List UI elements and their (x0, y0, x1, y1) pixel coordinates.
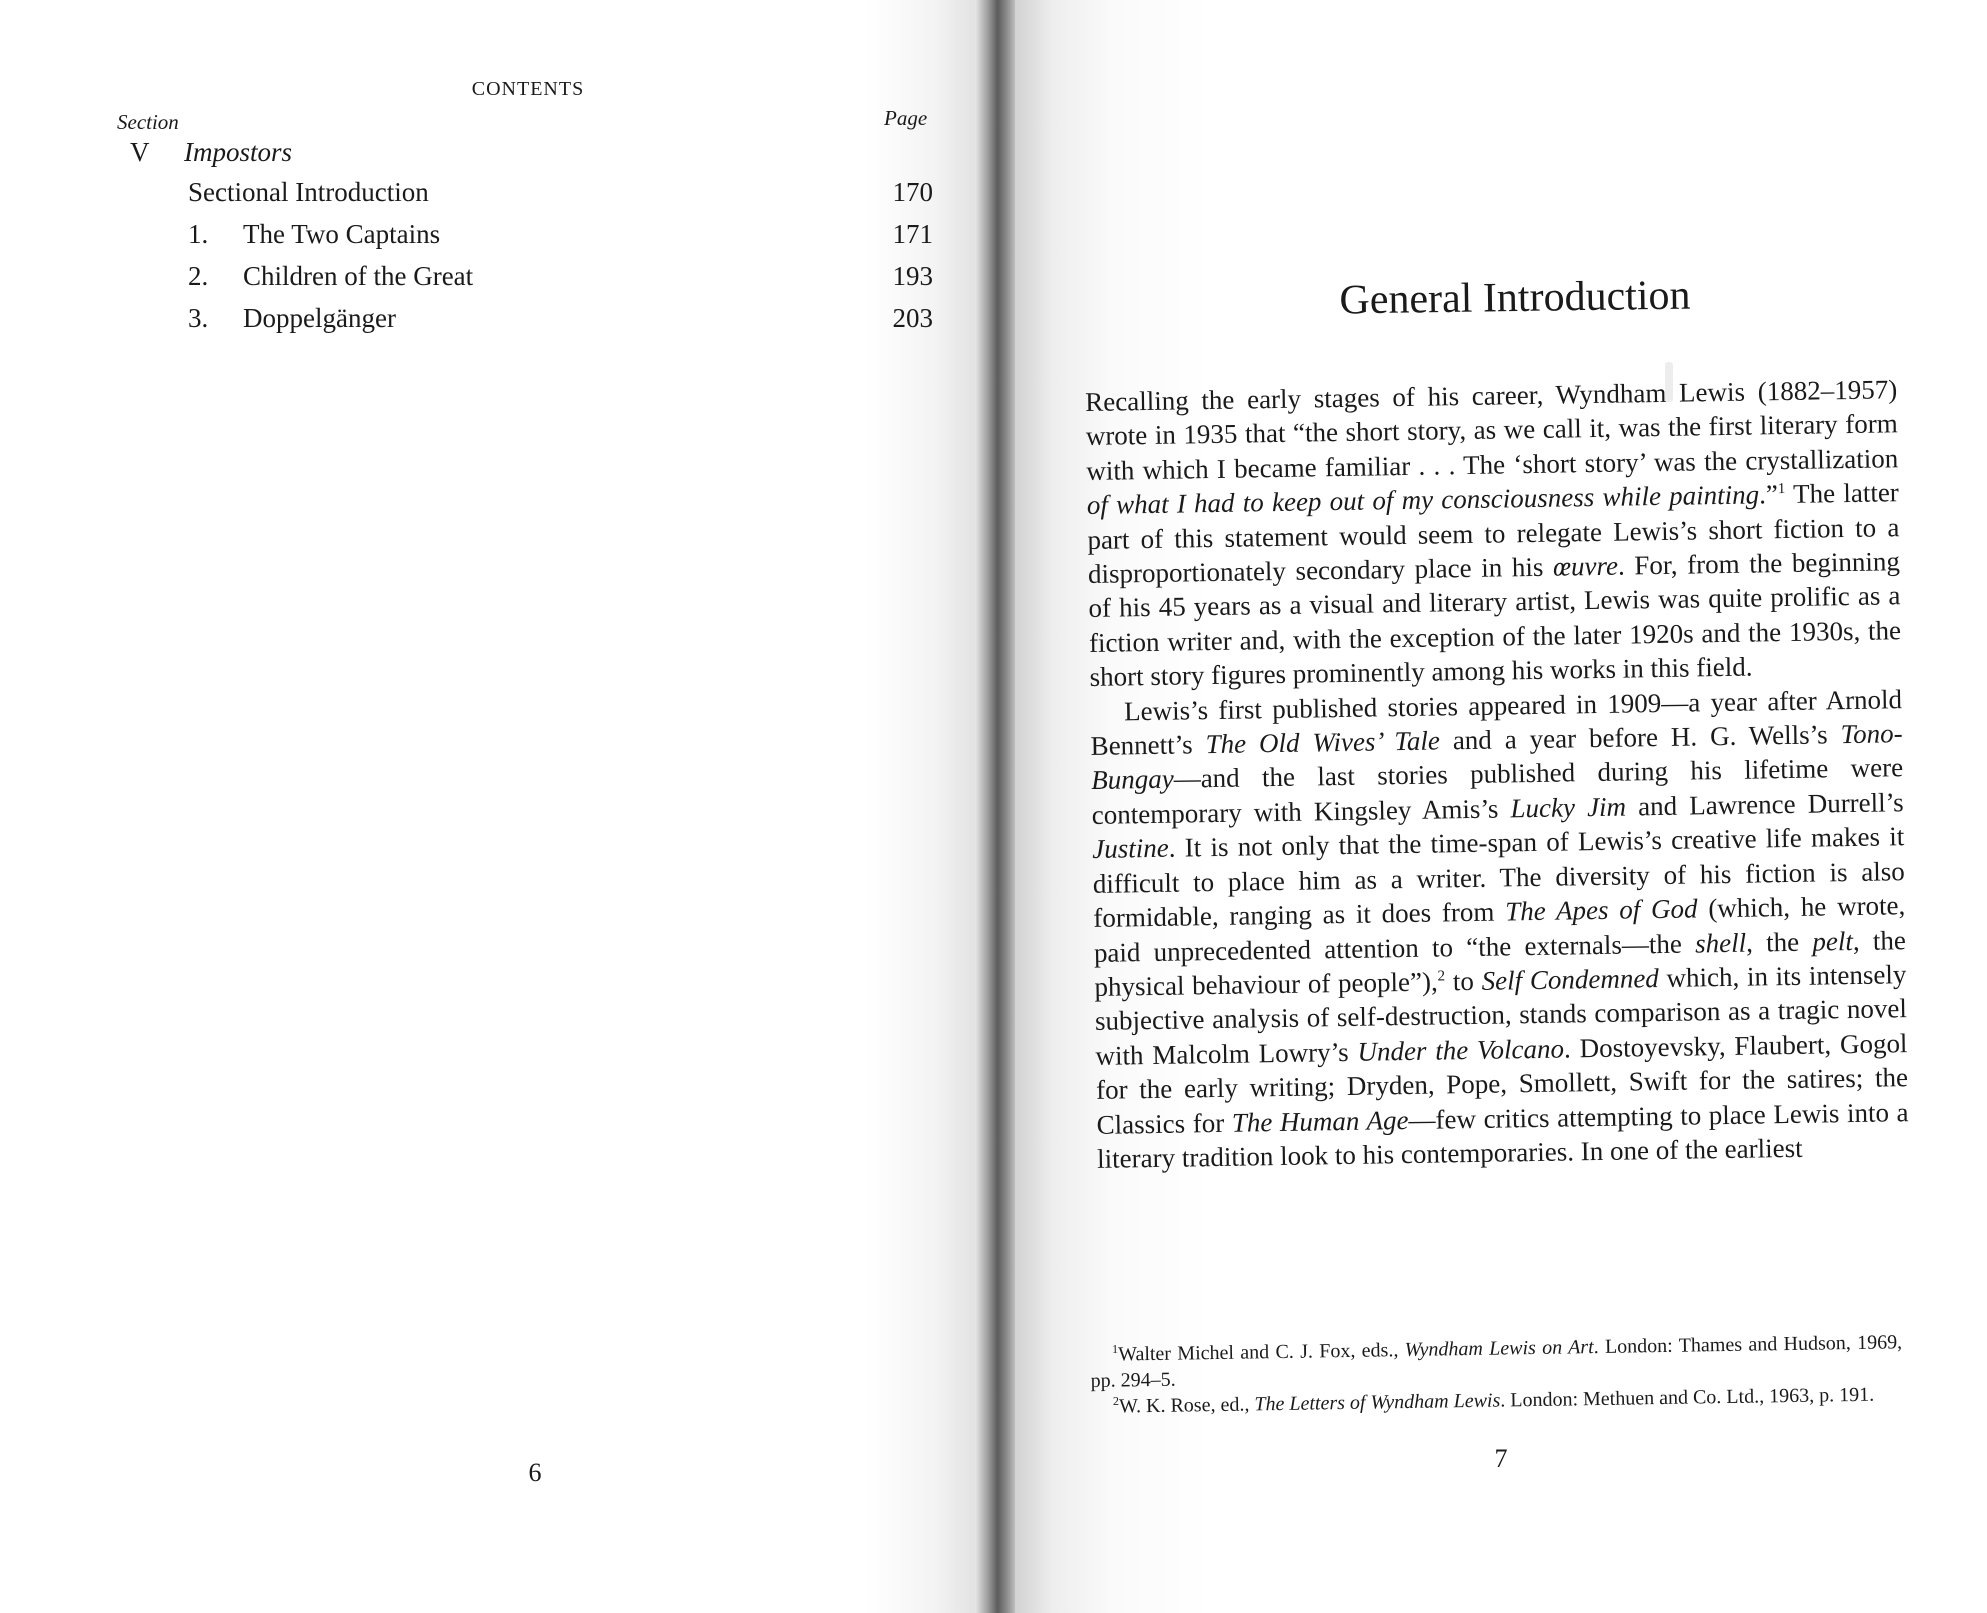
toc-entry-title: Children of the Great (243, 261, 474, 291)
italic-run: Self Condemned (1481, 962, 1660, 996)
footnote-marker: 2 (1437, 968, 1446, 985)
text-run: —and the last stories published during his lifetime were contemporary with Kingsley Amis’s (1091, 752, 1904, 830)
toc-entry-number: 3. (188, 303, 209, 333)
italic-run: shell (1694, 927, 1747, 958)
toc-entry-number: 2. (188, 261, 209, 291)
toc-entry-page: 171 (892, 219, 933, 249)
toc-entry-title: Doppelgänger (243, 303, 396, 333)
toc-entry-page: 203 (892, 303, 933, 333)
text-run: .” (1758, 479, 1779, 510)
footnote-marker: 2 (1112, 1393, 1120, 1408)
chapter-title: General Introduction (1339, 272, 1691, 324)
text-run: . London: Methuen and Co. Ltd., 1963, p. 191. (1500, 1383, 1875, 1412)
italic-run: œuvre (1552, 550, 1619, 582)
italic-run: The Old Wives’ Tale (1205, 725, 1441, 760)
book-gutter (975, 0, 1020, 1613)
italic-run: The Human Age (1231, 1104, 1409, 1138)
paragraph-1 (1085, 372, 1902, 694)
part-title: Impostors (184, 137, 293, 167)
text-run: to (1444, 965, 1482, 997)
italic-run: Under the Volcano (1357, 1033, 1565, 1067)
footnotes (1090, 1329, 1903, 1420)
footnote-marker: 1 (1777, 481, 1786, 498)
text-run: The latter part of this statement would seem to relegate Lewis’s short fiction to a disproportionately secondary place in his (1087, 477, 1900, 590)
text-run: which, in its intensely subjective analysis of self-destruction, stands comparison as a tragic novel with Malcolm Lowry’s (1094, 959, 1908, 1071)
text-run: Walter Michel and C. J. Fox, eds., (1118, 1339, 1405, 1366)
section-column-label: Section (117, 110, 179, 134)
body-text (1085, 372, 1909, 1176)
text-run: Lewis’s first published stories appeared in 1909—a year after Arnold Bennett’s (1090, 683, 1903, 762)
contents-heading: CONTENTS (471, 78, 585, 100)
toc-entry (188, 261, 933, 297)
page-column-label: Page (884, 106, 928, 130)
left-page (0, 0, 985, 1613)
text-run: and a year before H. G. Wells’s (1439, 719, 1841, 756)
text-run: . For, from the beginning of his 45 years as a visual and literary artist, Lewis was quite prolific as a fiction writer and, with the exception of the later 1920s and the 1930s, the short story figures prominently among his works in this field. (1088, 546, 1902, 693)
right-page-number: 7 (1494, 1444, 1508, 1473)
text-run: . London: Thames and Hudson, 1969, pp. 294–5. (1090, 1331, 1903, 1392)
toc-entry (188, 219, 933, 255)
toc-entry (188, 303, 933, 339)
toc-entry-page: 170 (892, 177, 933, 207)
italic-run: Tono-Bungay (1090, 718, 1903, 796)
italic-run: Justine (1092, 833, 1170, 865)
italic-run: Lucky Jim (1510, 791, 1627, 824)
toc-entry-number: 1. (188, 219, 209, 249)
text-run: Recalling the early stages of his career, Wyndham Lewis (1882–1957) wrote in 1935 that “the short story, as we call it, was the first literary form with which I became familiar . . . The ‘short story’ was the crystallization (1085, 374, 1899, 486)
text-run: (which, he wrote, paid unprecedented attention to “the externals—the (1093, 890, 1906, 968)
part-number: V (130, 137, 150, 167)
toc-entry-title: Sectional Introduction (188, 177, 429, 207)
text-run: —few critics attempting to place Lewis into a literary tradition look to his contemporaries. In one of the earliest (1096, 1096, 1909, 1174)
italic-run: The Apes of God (1504, 893, 1698, 927)
italic-run: of what I had to keep out of my consciousness while painting (1086, 479, 1760, 521)
left-page-number: 6 (528, 1458, 542, 1487)
text-run: W. K. Rose, ed., (1118, 1393, 1255, 1418)
text-run: and Lawrence Durrell’s (1625, 787, 1904, 822)
footnote-marker: 1 (1112, 1341, 1119, 1356)
text-run: , the physical behaviour of people”), (1094, 924, 1907, 1002)
text-run: , the (1745, 926, 1813, 958)
toc-entry-title: The Two Captains (243, 219, 441, 249)
paragraph-2 (1090, 682, 1909, 1176)
text-run: . It is not only that the time-span of Lewis’s creative life makes it difficult to place him as a writer. The diversity of his fiction is also formidable, ranging as it does from (1092, 821, 1905, 934)
italic-run: The Letters of Wyndham Lewis (1254, 1389, 1501, 1416)
italic-run: pelt (1812, 925, 1854, 957)
toc-entry-page: 193 (892, 261, 933, 291)
toc-entry (188, 177, 933, 213)
italic-run: Wyndham Lewis on Art (1404, 1336, 1594, 1362)
text-run: . Dostoyevsky, Flaubert, Gogol for the early writing; Dryden, Pope, Smollett, Swift for the satires; the Classics for (1095, 1027, 1909, 1140)
